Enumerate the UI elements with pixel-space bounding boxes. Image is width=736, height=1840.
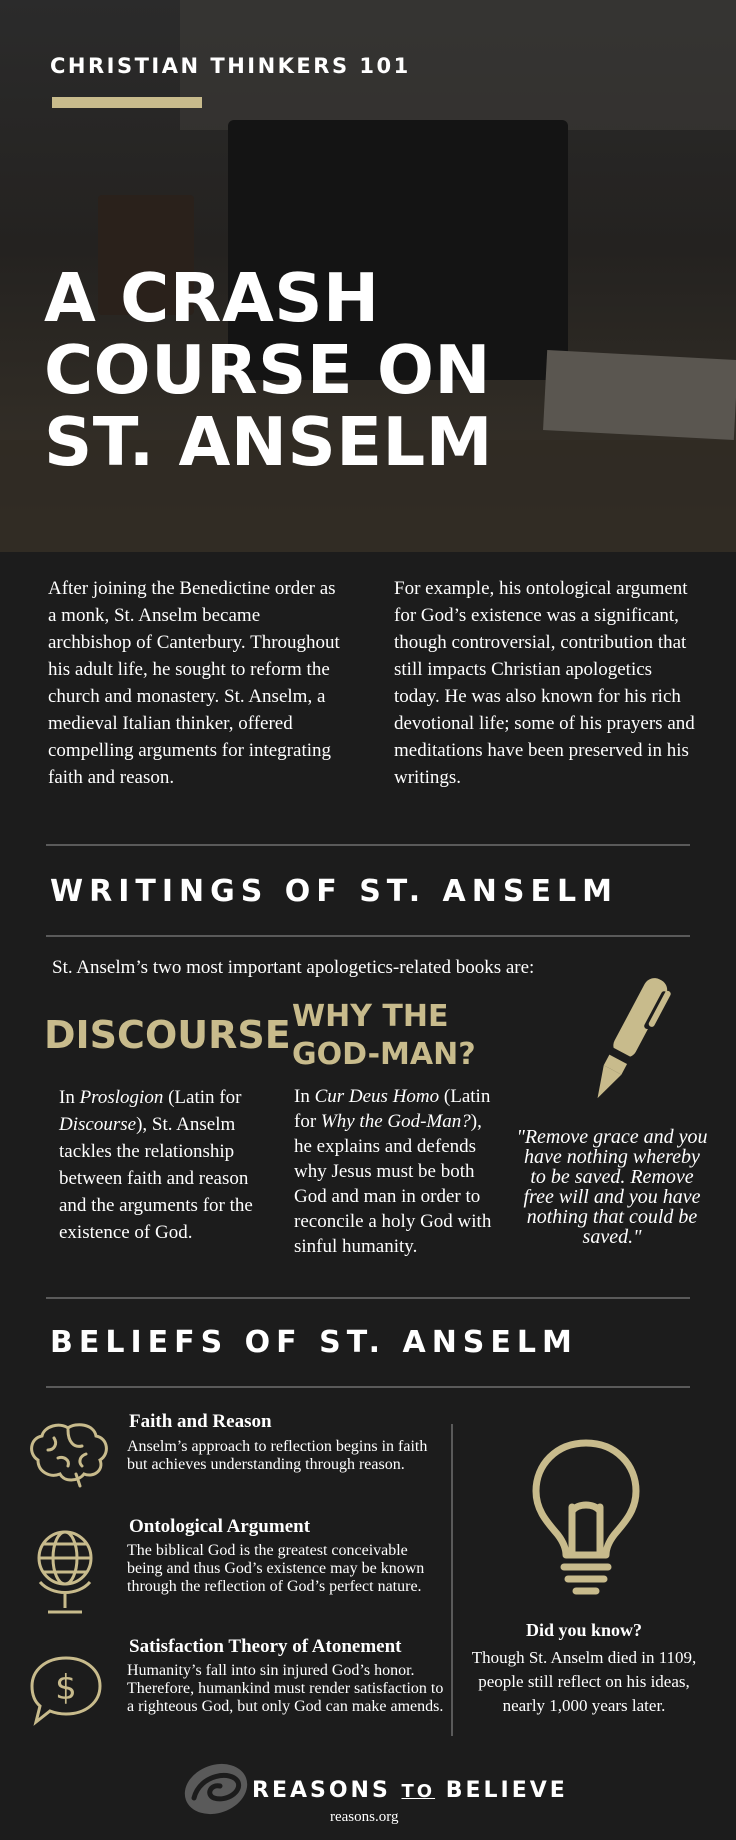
belief-desc-satisfaction-theory: Humanity’s fall into sin injured God’s honor. Therefore, humankind must render satisfaction to a righteous God, but only God can make amends. (127, 1662, 444, 1715)
lightbulb-icon (530, 1437, 642, 1597)
pen-icon (584, 966, 674, 1112)
belief-desc-faith-and-reason: Anselm’s approach to reflection begins in faith but achieves understanding through reason. (127, 1438, 428, 1473)
divider-line (46, 1297, 690, 1299)
belief-title-faith-and-reason: Faith and Reason (129, 1411, 272, 1432)
beliefs-section-title: BELIEFS OF ST. ANSELM (50, 1325, 578, 1360)
book-title-why-the-god-man: WHY THE GOD-MAN? (292, 999, 476, 1072)
book-desc-cur-deus-homo: In Cur Deus Homo (Latin for Why the God-Man?), he explains and defends why Jesus must be both God and man in order to reconcile a holy God with sinful humanity. (294, 1086, 492, 1257)
rtb-swirl-logo-icon (180, 1760, 252, 1818)
page-title (44, 259, 493, 481)
eyebrow-label: CHRISTIAN THINKERS 101 (50, 54, 411, 78)
book-desc-proslogion: In Proslogion (Latin for Discourse), St. Anselm tackles the relationship between faith and reason and the arguments for the existence of God. (59, 1087, 253, 1243)
footer-url: reasons.org (330, 1809, 399, 1825)
did-you-know-text: Though St. Anselm died in 1109, people still reflect on his ideas, nearly 1,000 years later. (471, 1648, 697, 1715)
writings-intro-text: St. Anselm’s two most important apologetics-related books are: (52, 957, 535, 978)
page-title-line-3: ST. ANSELM (44, 403, 493, 481)
belief-title-ontological-argument: Ontological Argument (129, 1516, 311, 1537)
divider-line (46, 1386, 690, 1388)
did-you-know-title: Did you know? (525, 1620, 643, 1640)
divider-line (46, 844, 690, 846)
gold-accent-bar (52, 97, 202, 108)
hero-banner (0, 0, 736, 552)
book-title-discourse: DISCOURSE (44, 1013, 291, 1057)
dollar-speech-bubble-icon (28, 1652, 104, 1728)
brain-icon (24, 1420, 112, 1490)
footer-brand-name: REASONS TO BELIEVE (252, 1778, 568, 1803)
globe-icon (30, 1524, 100, 1620)
intro-left-paragraph: After joining the Benedictine order as a monk, St. Anselm became archbishop of Canterbury. Throughout his adult life, he sought to reform the church and monastery. St. Anselm, a medieval Italian thinker, offered compelling arguments for integrating faith and reason. (48, 578, 340, 788)
page-title-line-2: COURSE ON (44, 331, 492, 409)
intro-right-paragraph: For example, his ontological argument for God’s existence was a significant, though controversial, contribution that still impacts Christian apologetics today. He was also known for his rich devotional life; some of his prayers and meditations have been preserved in his writings. (394, 578, 695, 788)
vertical-divider (451, 1424, 453, 1736)
svg-text:$: $ (55, 1668, 77, 1708)
anselm-quote: "Remove grace and you have nothing whereby to be saved. Remove free will and you have nothing that could be saved." (516, 1126, 708, 1248)
page-title-line-1: A CRASH (44, 259, 380, 337)
divider-line (46, 935, 690, 937)
hero-background-notebook (543, 350, 736, 440)
belief-desc-ontological-argument: The biblical God is the greatest conceivable being and thus God’s existence may be known through the reflection of God’s perfect nature. (127, 1542, 425, 1595)
writings-section-title: WRITINGS OF ST. ANSELM (50, 874, 618, 909)
belief-title-satisfaction-theory: Satisfaction Theory of Atonement (129, 1636, 402, 1657)
